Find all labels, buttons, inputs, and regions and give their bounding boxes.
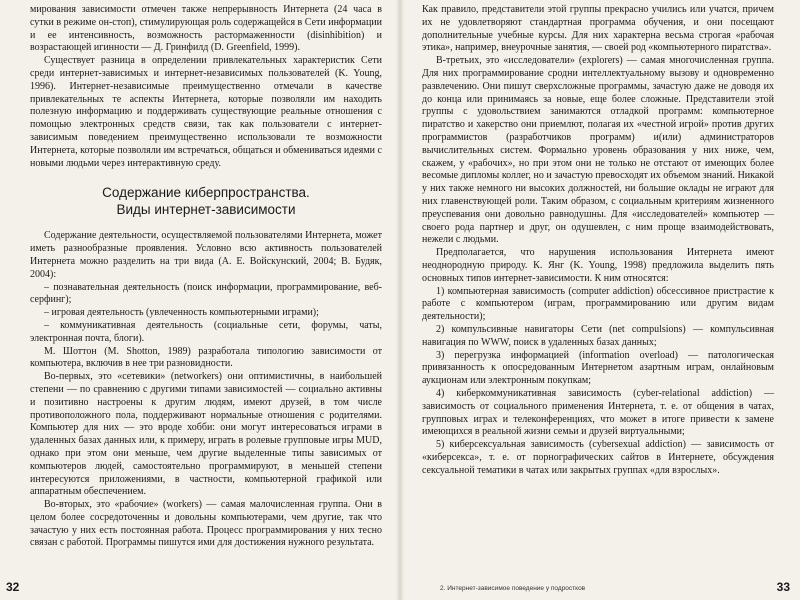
section-title-line: Содержание киберпространства. <box>102 185 310 201</box>
page-number: 33 <box>776 580 790 594</box>
paragraph: Предполагается, что нарушения использования Интернета имеют неоднородную природу. К. Янг (K. Young, 1998) предложила выделить пять основных типов интернет-зависимости. К ним относятся: <box>422 247 774 284</box>
list-item: 5) киберсексуальная зависимость (cybersexual addiction) — зависимость от «киберсекса», т. е. от порнографических сайтов в Интернете, обсуждения сексуальной тематики в чатах или закрытых группах «для взрослых». <box>422 439 774 476</box>
left-text-bottom <box>30 230 382 550</box>
list-item: – игровая деятельность (увлеченность компьютерными играми); <box>44 307 319 319</box>
left-text-top <box>30 4 382 170</box>
paragraph: Во-первых, это «сетевики» (networkers) они оптимистичны, в наибольшей степени — по сравнению с другими типами зависимостей — социально активны и позитивно настроены к другим людям, имеют друзей, в том числе противоположного пола, поддерживают нормальные отношения с родителями. Компьютер для них — это вроде хобби: они могут интересоваться играми в удаленных базах данных или, к примеру, играть в ролевые групповые игры MUD, однако при этом они меньше, чем другие выделенные типы зависимых от компьютеров людей, самостоятельно программируют, в меньшей степени интересуются приложениями, в частности, компьютерной графикой или аппаратным обеспечением. <box>30 371 382 498</box>
list-item: – коммуникативная деятельность (социальные сети, форумы, чаты, электронная почта, блоги). <box>30 319 382 344</box>
page-number: 32 <box>6 580 20 594</box>
section-title-line: Виды интернет-зависимости <box>116 202 296 218</box>
list-item: 4) киберкоммуникативная зависимость (cyber-relational addiction) — зависимость от социального применения Интернета, т. е. от общения в чатах, групповых играх и телеконференциях, что может в итоге привести к замене имеющихся в реальной жизни семьи и друзей виртуальными; <box>422 387 774 438</box>
list-item: 3) перегрузка информацией (information overload) — патологическая привязанность к опосредованным Интернетом азартным играм, онлайновым аукционам или электронным покупкам; <box>422 349 774 387</box>
section-title <box>30 184 382 218</box>
list-item: – познавательная деятельность (поиск информации, программирование, веб-серфинг); <box>30 281 382 306</box>
list-item: 2) компульсивные навигаторы Сети (net compulsions) — компульсивная навигация по WWW, поиск в удаленных базах данных; <box>422 323 774 348</box>
list-item: 1) компьютерная зависимость (computer addiction) обсессивное пристрастие к работе с компьютером (играм, программированию или другим видам деятельности); <box>422 285 774 323</box>
paragraph: В-третьих, это «исследователи» (explorers) — самая многочисленная группа. Для них программирование сродни интеллектуальному вызову и одновременно развлечению. Они пишут сверхсложные программы, зачастую даже не доводя их до конца или принимаясь за новые, еще более сложные. Представители этой группы с удовольствием занимаются отладкой программ: компьютерное пиратство и хакерство они приемлют, полагая их «честной игрой» против других программистов (разработчиков программ) и(или) администраторов вычислительных систем. Формально уровень образования у них ниже, чем, скажем, у «рабочих», но при этом они не только не отстают от имеющих более весомые дипломы коллег, но и зачастую превосходят их объемом знаний. Никакой у них также немного ни высоких должностей, ни большие оклады не играют для них главенствующей роли. Таким образом, с социальным критериям жизненного преуспевания они довольно равнодушны. Для «исследователей» компьютер — своего рода партнер и друг, он одушевлен, с ним проще взаимодействовать, нежели с людьми. <box>422 55 774 246</box>
paragraph: мирования зависимости отмечен также непрерывность Интернета (24 часа в сутки в режиме он-стоп), стимулирующая роль содержащейся в Сети информации и ее интенсивность, возможность растормаженности (disinhibition) и возрастающей игинности — Д. Гринфилд (D. Greenfield, 1999). <box>30 4 383 54</box>
running-footer: 2. Интернет-зависимое поведение у подростков <box>440 585 586 592</box>
paragraph: Существует разница в определении привлекательных характеристик Сети среди интернет-зависимых и интернет-независимых пользователей (K. Young, 1996). Интернет-независимые преимущественно отмечали в качестве привлекательных те аспекты Интернета, которые позволяли им находить полезную информацию и поддерживать существующие реальные отношения с помощью электронных средств связи, так как пользователи с интернет-зависимым поведением преимущественно использовали те возможности Интернета, которые позволяли им встречаться, общаться и обмениваться идеями с новыми людьми через интерактивную среду. <box>30 55 382 169</box>
right-text <box>422 4 774 477</box>
paragraph: Во-вторых, это «рабочие» (workers) — самая малочисленная группа. Они в целом более сосредоточенны и довольны компьютерами, чем другие, так что зачастую у них есть постоянная работа. Процесс программирования у них тесно связан с работой. Программы пишутся ими для достижения нужного результата. <box>30 499 382 549</box>
paragraph: Содержание деятельности, осуществляемой пользователями Интернета, может иметь разнообразные проявления. Условно всю активность пользователей Интернета можно разделить на три вида (А. Е. Войскунский, 2004; В. Будяк, 2004): <box>30 230 382 280</box>
right-page <box>400 0 800 600</box>
paragraph: Как правило, представители этой группы прекрасно учились или учатся, причем их не удовлетворяют стандартная программа обучения, и они посещают дополнительные учебные курсы. Для них характерна весьма строгая «рабочая этика», например, внеурочные занятия, — своей род «компьютерного пиратства». <box>422 4 774 54</box>
paragraph: М. Шоттон (M. Shotton, 1989) разработала типологию зависимости от компьютера, включив в нее три разновидности. <box>30 345 382 370</box>
